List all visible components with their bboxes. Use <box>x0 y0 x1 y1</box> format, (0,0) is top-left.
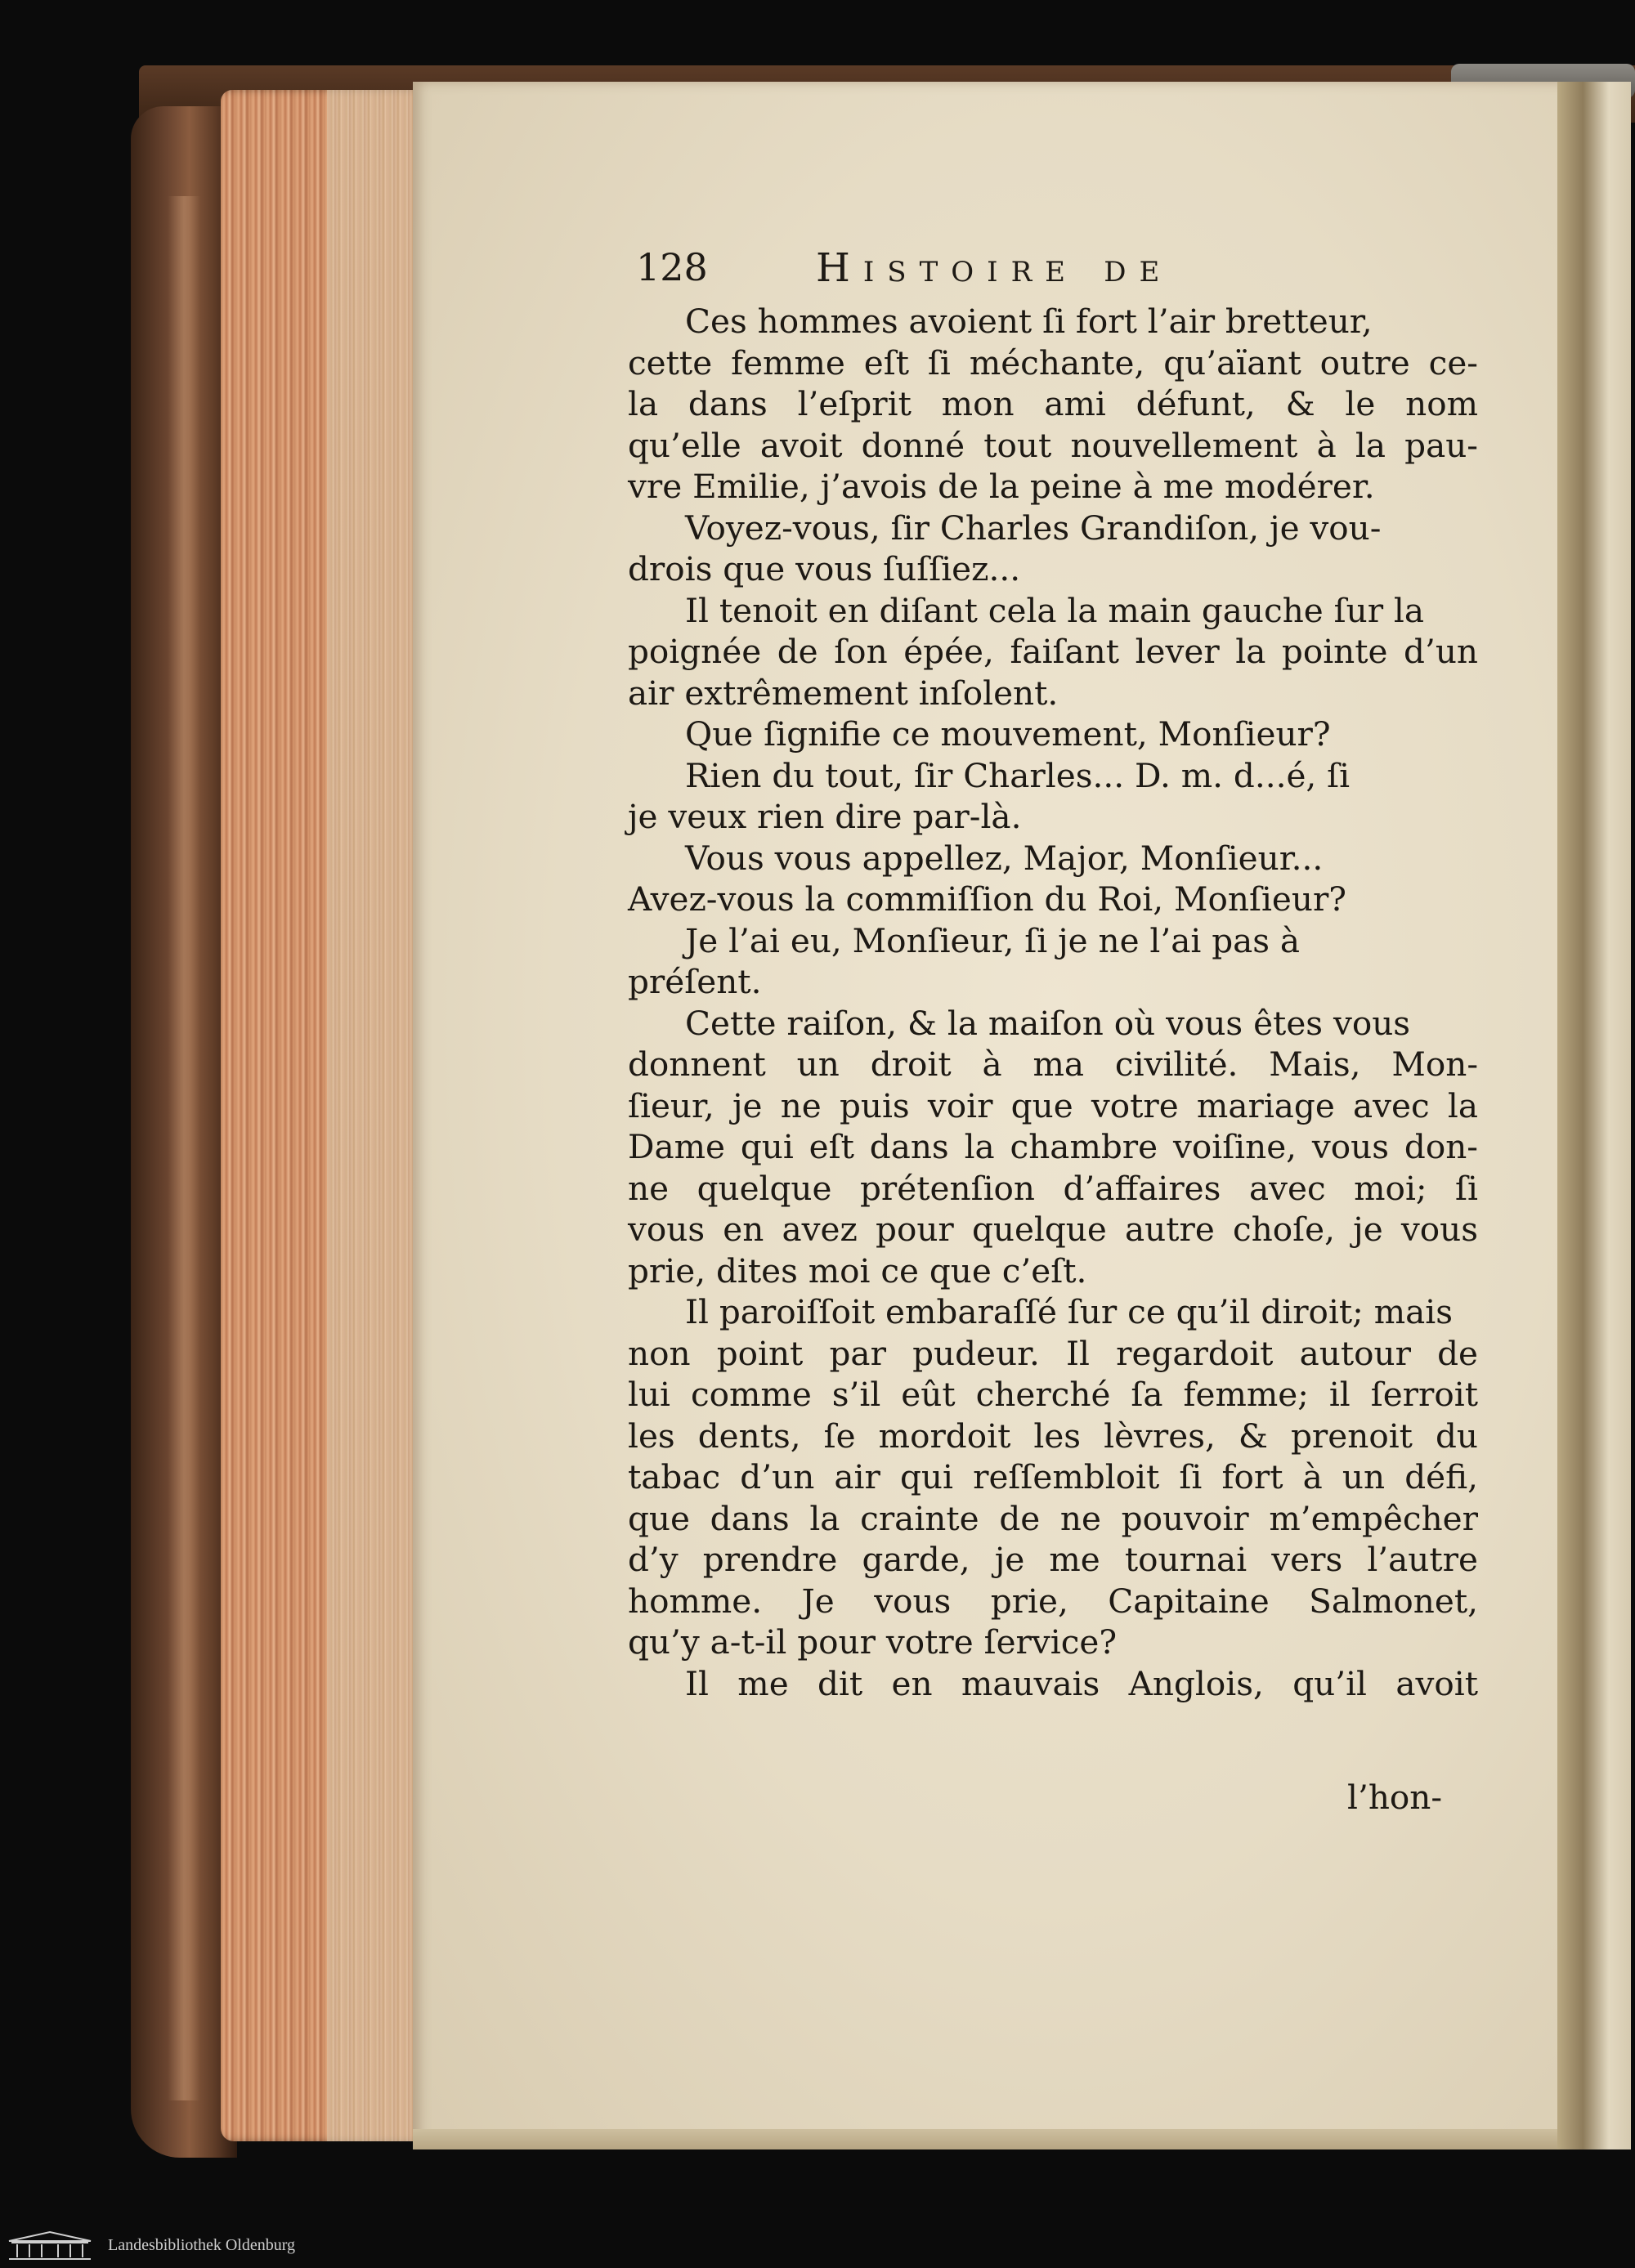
text-line: Je l’ai eu, Monſieur, ſi je ne l’ai pas à <box>685 920 1301 960</box>
text-line: non point par pudeur. Il regardoit autour de <box>628 1333 1478 1373</box>
text-line: Rien du tout, ſir Charles... D. m. d...é, ſi <box>685 755 1351 795</box>
text-line: préſent. <box>628 962 762 1001</box>
page-edges-inner <box>327 90 425 2141</box>
text-line: Cette raiſon, & la maiſon où vous êtes vous <box>685 1003 1411 1043</box>
page-number: 128 <box>636 245 708 289</box>
text-line: d’y prendre garde, je me tournai vers l’autre <box>628 1540 1478 1579</box>
running-head <box>636 245 1486 294</box>
text-line: drois que vous ſuſſiez... <box>628 549 1021 588</box>
text-line: poignée de ſon épée, faiſant lever la pointe d’un <box>628 632 1478 671</box>
text-line: les dents, ſe mordoit les lèvres, & prenoit du <box>628 1416 1478 1456</box>
text-line: vre Emilie, j’avois de la peine à me modérer. <box>628 467 1375 506</box>
page-body-text <box>628 301 1478 1704</box>
text-line: qu’elle avoit donné tout nouvellement à la pau- <box>628 425 1478 465</box>
text-line: cette femme eſt ſi méchante, qu’aïant outre ce- <box>628 342 1478 382</box>
text-line: Dame qui eſt dans la chambre voiſine, vous don- <box>628 1127 1478 1166</box>
text-line: qu’y a-t-il pour votre ſervice? <box>628 1622 1118 1662</box>
text-line: vous en avez pour quelque autre choſe, je vous <box>628 1210 1478 1249</box>
text-line: prie, dites moi ce que c’eſt. <box>628 1250 1087 1291</box>
text-line: Que ſignifie ce mouvement, Monſieur? <box>685 714 1331 754</box>
library-name: Landesbibliothek Oldenburg <box>108 2236 296 2254</box>
library-building-icon <box>5 2230 95 2262</box>
spine-highlight <box>168 196 200 2100</box>
page-gutter <box>1557 82 1631 2149</box>
catchword: l’hon- <box>1347 1778 1443 1817</box>
page-bottom-edge <box>413 2129 1582 2149</box>
text-line: Il tenoit en diſant cela la main gauche ſur la <box>685 590 1425 630</box>
text-line: lui comme s’il eût cherché ſa femme; il ſerroit <box>628 1375 1478 1414</box>
text-line: tabac d’un air qui reſſembloit ſi fort à un défi, <box>628 1457 1478 1496</box>
text-line: Il me dit en mauvais Anglois, qu’il avoit <box>685 1663 1478 1703</box>
text-line: homme. Je vous prie, Capitaine Salmonet, <box>628 1581 1478 1621</box>
text-line: que dans la crainte de ne pouvoir m’empêcher <box>628 1498 1478 1538</box>
text-line: ſieur, je ne puis voir que votre mariage avec la <box>628 1085 1478 1125</box>
text-line: Il paroiſſoit embaraſſé ſur ce qu’il diroit; mais <box>685 1292 1453 1331</box>
text-line: Voyez-vous, ſir Charles Grandiſon, je vou- <box>685 508 1382 548</box>
text-line: donnent un droit à ma civilité. Mais, Mon- <box>628 1045 1478 1084</box>
text-line: je veux rien dire par-là. <box>628 797 1022 836</box>
text-line: Avez-vous la commiſſion du Roi, Monſieur? <box>628 879 1347 919</box>
text-line: ne quelque prétenſion d’affaires avec moi; ſi <box>628 1168 1478 1208</box>
text-line: Vous vous appellez, Major, Monſieur... <box>685 838 1324 878</box>
text-line: air extrêmement inſolent. <box>628 673 1059 713</box>
text-line: Ces hommes avoient ſi fort l’air bretteur, <box>685 302 1373 341</box>
text-line: la dans l’eſprit mon ami défunt, & le nom <box>628 384 1478 423</box>
running-title: Histoire de <box>816 245 1173 291</box>
